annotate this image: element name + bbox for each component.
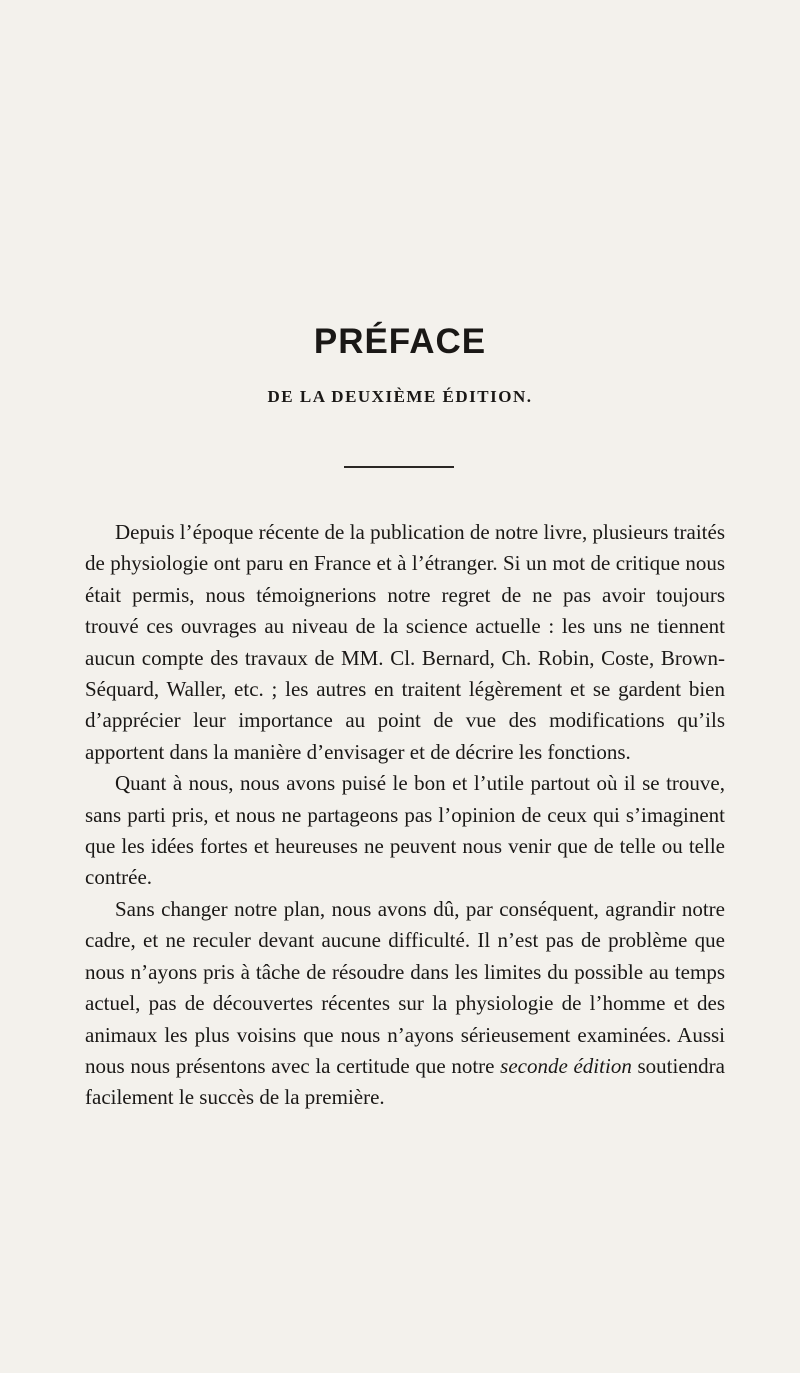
paragraph-3 [85,894,725,1114]
page-subtitle: DE LA DEUXIÈME ÉDITION. [267,387,533,406]
paragraph-2: Quant à nous, nous avons puisé le bon et l’utile partout où il se trouve, sans parti pris, et nous ne partageons pas l’opinion de ceux qui s’imaginent que les idées fortes et heureuses ne peuvent nous venir que de telle ou telle contrée. [85,771,725,890]
paragraph-3-end: soutiendra facilement le succès de la première. [85,1053,725,1110]
page-title: PRÉFACE [313,322,487,361]
paragraph-3-text: Sans changer notre plan, nous avons dû, par conséquent, agrandir notre cadre, et ne reculer devant aucune difficulté. Il n’est pas de problème que nous n’ayons pris à tâche de résoudre dans les limites du possible au temps actuel, pas de découvertes récentes sur la physiologie de l’homme et des animaux les plus voisins que nous n’ayons sérieusement examinées. Aussi nous nous présentons avec la certitude que notre [85,896,725,1078]
paragraph-1: Depuis l’époque récente de la publication de notre livre, plusieurs traités de physiologie ont paru en France et à l’étranger. Si un mot de critique nous était permis, nous témoignerions notre regret de ne pas avoir toujours trouvé ces ouvrages au niveau de la science actuelle : les uns ne tiennent aucun compte des travaux de MM. Cl. Bernard, Ch. Robin, Coste, Brown-Séquard, Waller, etc. ; les autres en traitent légèrement et se gardent bien d’apprécier leur importance au point de vue des modifications qu’ils apportent dans la manière d’envisager et de décrire les fonctions. [85,520,725,764]
preface-body [85,517,725,1114]
paragraph-3-italic: seconde édition [500,1053,632,1078]
title-divider [344,466,454,468]
